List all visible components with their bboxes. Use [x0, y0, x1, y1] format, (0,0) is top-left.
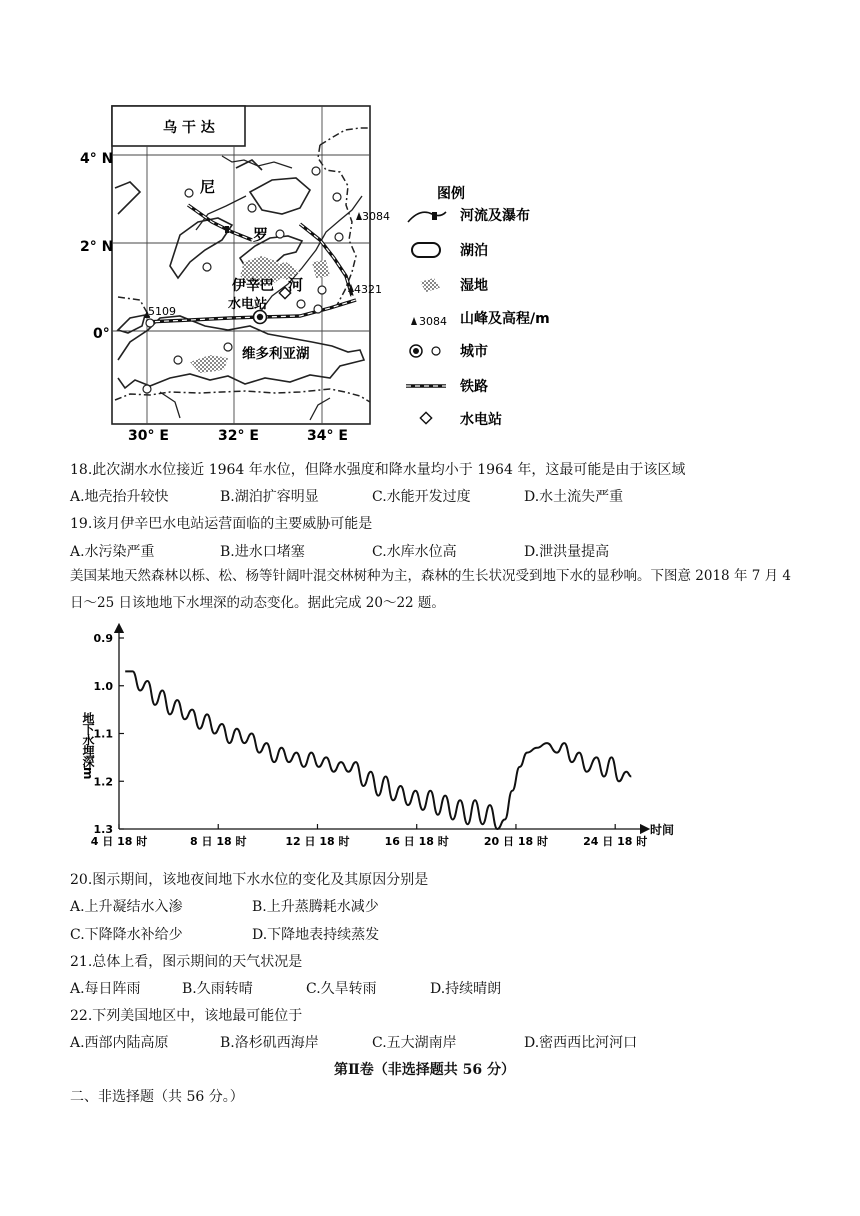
lon-label-30e: 30° E: [128, 428, 169, 444]
legend-capital-dot: [413, 348, 419, 354]
q19-option-a: A.水污染严重: [70, 544, 155, 560]
q20-option-c: C.下降降水补给少: [70, 927, 183, 943]
q19-stem: 19.该月伊辛巴水电站运营面临的主要威胁可能是: [70, 516, 373, 532]
x-tick-label: 20 日 18 时: [483, 835, 549, 848]
legend-peak-sample: 3084: [419, 315, 447, 328]
groundwater-depth-line: [125, 671, 631, 829]
x-tick-label: 24 日 18 时: [583, 835, 648, 848]
q19-option-b: B.进水口堵塞: [220, 544, 305, 560]
q22-stem: 22.下列美国地区中，该地最可能位于: [70, 1008, 303, 1024]
q22-option-a: A.西部内陆高原: [70, 1035, 169, 1051]
q21-option-d: D.持续晴朗: [430, 981, 502, 997]
q18-stem: 18.此次湖水水位接近 1964 年水位，但降水强度和降水量均小于 1964 年，这最可能是由于该区域: [70, 462, 686, 478]
legend-item-wetland: 湿地: [460, 278, 488, 294]
q18-option-c: C.水能开发过度: [372, 489, 471, 505]
chart-xlabel: 时间: [650, 823, 675, 837]
q18-option-d: D.水土流失严重: [524, 489, 624, 505]
lon-label-34e: 34° E: [307, 428, 348, 444]
legend-lake-icon: [412, 243, 440, 257]
capital-city-dot: [257, 314, 263, 320]
peak-label-3084: 3084: [362, 210, 390, 223]
legend-hydro-icon: [420, 412, 431, 423]
q21-stem: 21.总体上看，图示期间的天气状况是: [70, 954, 303, 970]
legend-river-icon: [408, 212, 446, 222]
label-lake-victoria: 维多利亚湖: [242, 346, 310, 362]
label-hydro: 水电站: [228, 297, 268, 312]
legend-item-city: 城市: [460, 344, 488, 360]
x-ticks: [91, 824, 647, 848]
lon-label-32e: 32° E: [218, 428, 259, 444]
q21-option-c: C.久旱转雨: [306, 981, 377, 997]
legend-wetland-icon: [420, 278, 440, 292]
q18-option-b: B.湖泊扩容明显: [220, 489, 319, 505]
q22-option-d: D.密西西比河河口: [524, 1035, 638, 1051]
legend-item-railway: 铁路: [460, 379, 488, 395]
peak-label-5109: 5109: [148, 305, 176, 318]
intro-paragraph: 美国某地天然森林以栎、松、杨等针阔叶混交林树种为主，森林的生长状况受到地下水的显秒响。下图意 2018 年 7 月 4 日～25 日该地地下水埋深的动态变化。据此完成 20～22 题。: [70, 568, 791, 611]
q20-option-d: D.下降地表持续蒸发: [252, 927, 380, 943]
waterfall-mark: [225, 226, 229, 233]
groundwater-chart: [0, 620, 860, 850]
x-tick-label: 4 日 18 时: [90, 835, 148, 848]
x-tick-label: 8 日 18 时: [190, 835, 247, 848]
legend-title: 图例: [437, 186, 465, 202]
lat-label-4n: 4° N: [80, 151, 114, 167]
peak-label-4321: 4321: [354, 283, 382, 296]
legend-waterfall-icon: [432, 212, 437, 220]
q20-option-a: A.上升凝结水入渗: [70, 899, 183, 915]
section-subtitle: 二、非选择题（共 56 分。）: [70, 1089, 244, 1105]
legend-item-lake: 湖泊: [460, 243, 488, 259]
map-inset-label: 乌 干 达: [163, 120, 215, 136]
y-tick-label: 1.2: [93, 775, 113, 789]
q21-option-b: B.久雨转晴: [182, 981, 253, 997]
y-tick-label: 1.3: [93, 823, 113, 836]
legend-item-peak: 山峰及高程/m: [460, 311, 550, 327]
q22-option-c: C.五大湖南岸: [372, 1035, 457, 1051]
lat-label-0: 0°: [93, 326, 110, 342]
q22-option-b: B.洛杉矶西海岸: [220, 1035, 319, 1051]
label-luo: 罗: [253, 226, 269, 244]
x-tick-label: 12 日 18 时: [285, 835, 350, 848]
y-tick-label: 0.9: [93, 632, 113, 645]
y-tick-label: 1.0: [93, 679, 113, 693]
label-ni: 尼: [200, 178, 216, 196]
legend-peak-icon: [411, 317, 417, 325]
label-yixinba: 伊辛巴: [232, 278, 274, 294]
label-he: 河: [288, 276, 304, 294]
legend-item-river: 河流及瀑布: [460, 208, 530, 224]
legend-item-hydro: 水电站: [460, 412, 502, 428]
chart-ylabel: 地下水埋深m: [81, 712, 95, 779]
q20-option-b: B.上升蒸腾耗水减少: [252, 899, 379, 915]
map-figure: [0, 0, 860, 460]
q19-option-d: D.泄洪量提高: [524, 544, 610, 560]
q20-stem: 20.图示期间，该地夜间地下水水位的变化及其原因分别是: [70, 872, 429, 888]
section-title: 第Ⅱ卷（非选择题共 56 分）: [334, 1062, 516, 1078]
q19-option-c: C.水库水位高: [372, 544, 457, 560]
q18-option-a: A.地壳抬升较快: [70, 489, 169, 505]
legend-city-icon: [432, 347, 440, 355]
q21-option-a: A.每日阵雨: [70, 981, 141, 997]
y-tick-label: 1.1: [93, 727, 113, 741]
lat-label-2n: 2° N: [80, 239, 114, 255]
x-tick-label: 16 日 18 时: [384, 835, 449, 848]
